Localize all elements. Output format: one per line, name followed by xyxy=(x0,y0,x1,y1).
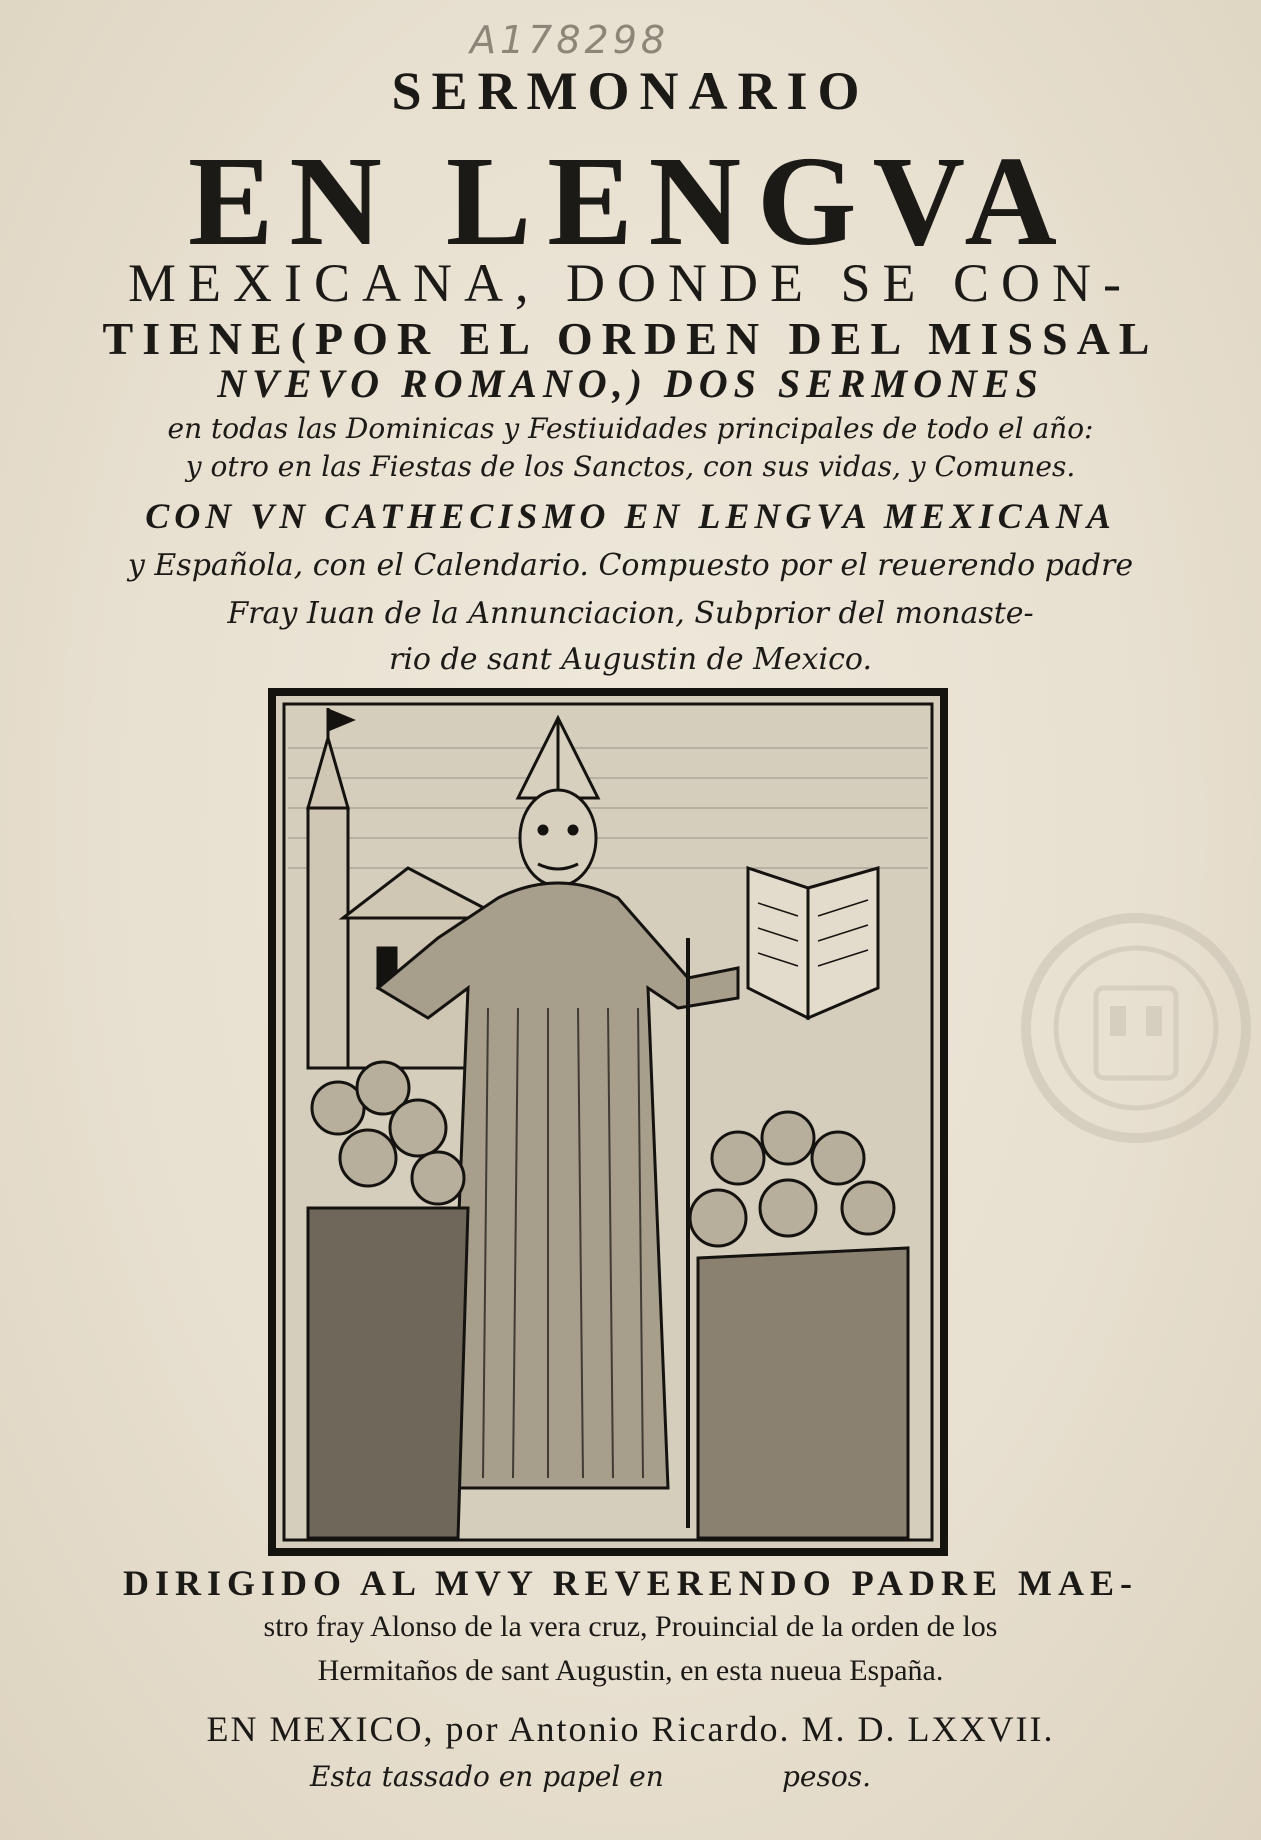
tax-note-right: pesos. xyxy=(782,1760,871,1793)
dedication-line-2: stro fray Alonso de la vera cruz, Prouincial de la orden de los xyxy=(263,1610,998,1643)
dedication-line-1: DIRIGIDO AL MVY REVERENDO PADRE MAE- xyxy=(122,1563,1139,1603)
title-line-4: TIENE(POR EL ORDEN DEL MISSAL xyxy=(102,313,1159,364)
library-stamp xyxy=(1018,910,1254,1146)
title-line-9: y Española, con el Calendario. Compuesto por el reuerendo padre xyxy=(127,548,1134,583)
title-line-10: Fray Iuan de la Annunciacion, Subprior del monaste- xyxy=(227,596,1034,631)
title-line-8: CON VN CATHECISMO EN LENGVA MEXICANA xyxy=(145,496,1116,536)
tax-note-left: Esta tassado en papel en xyxy=(310,1760,664,1793)
title-line-11: rio de sant Augustin de Mexico. xyxy=(389,642,872,677)
woodcut-illustration xyxy=(268,688,948,1556)
title-line-2: EN LENGVA xyxy=(188,130,1073,272)
dedication-line-3: Hermitaños de sant Augustin, en esta nueua España. xyxy=(317,1654,944,1687)
title-line-7: y otro en las Fiestas de los Sanctos, con sus vidas, y Comunes. xyxy=(185,450,1076,483)
title-line-5: NVEVO ROMANO,) DOS SERMONES xyxy=(217,361,1044,406)
title-line-6: en todas las Dominicas y Festiuidades principales de todo el año: xyxy=(167,412,1094,445)
imprint-line: EN MEXICO, por Antonio Ricardo. M. D. LXXVII. xyxy=(206,1709,1055,1749)
shelfmark: A178298 xyxy=(470,18,670,62)
open-book xyxy=(748,868,878,1018)
title-line-3: MEXICANA, DONDE SE CON- xyxy=(128,253,1133,313)
title-line-1: SERMONARIO xyxy=(391,61,870,121)
